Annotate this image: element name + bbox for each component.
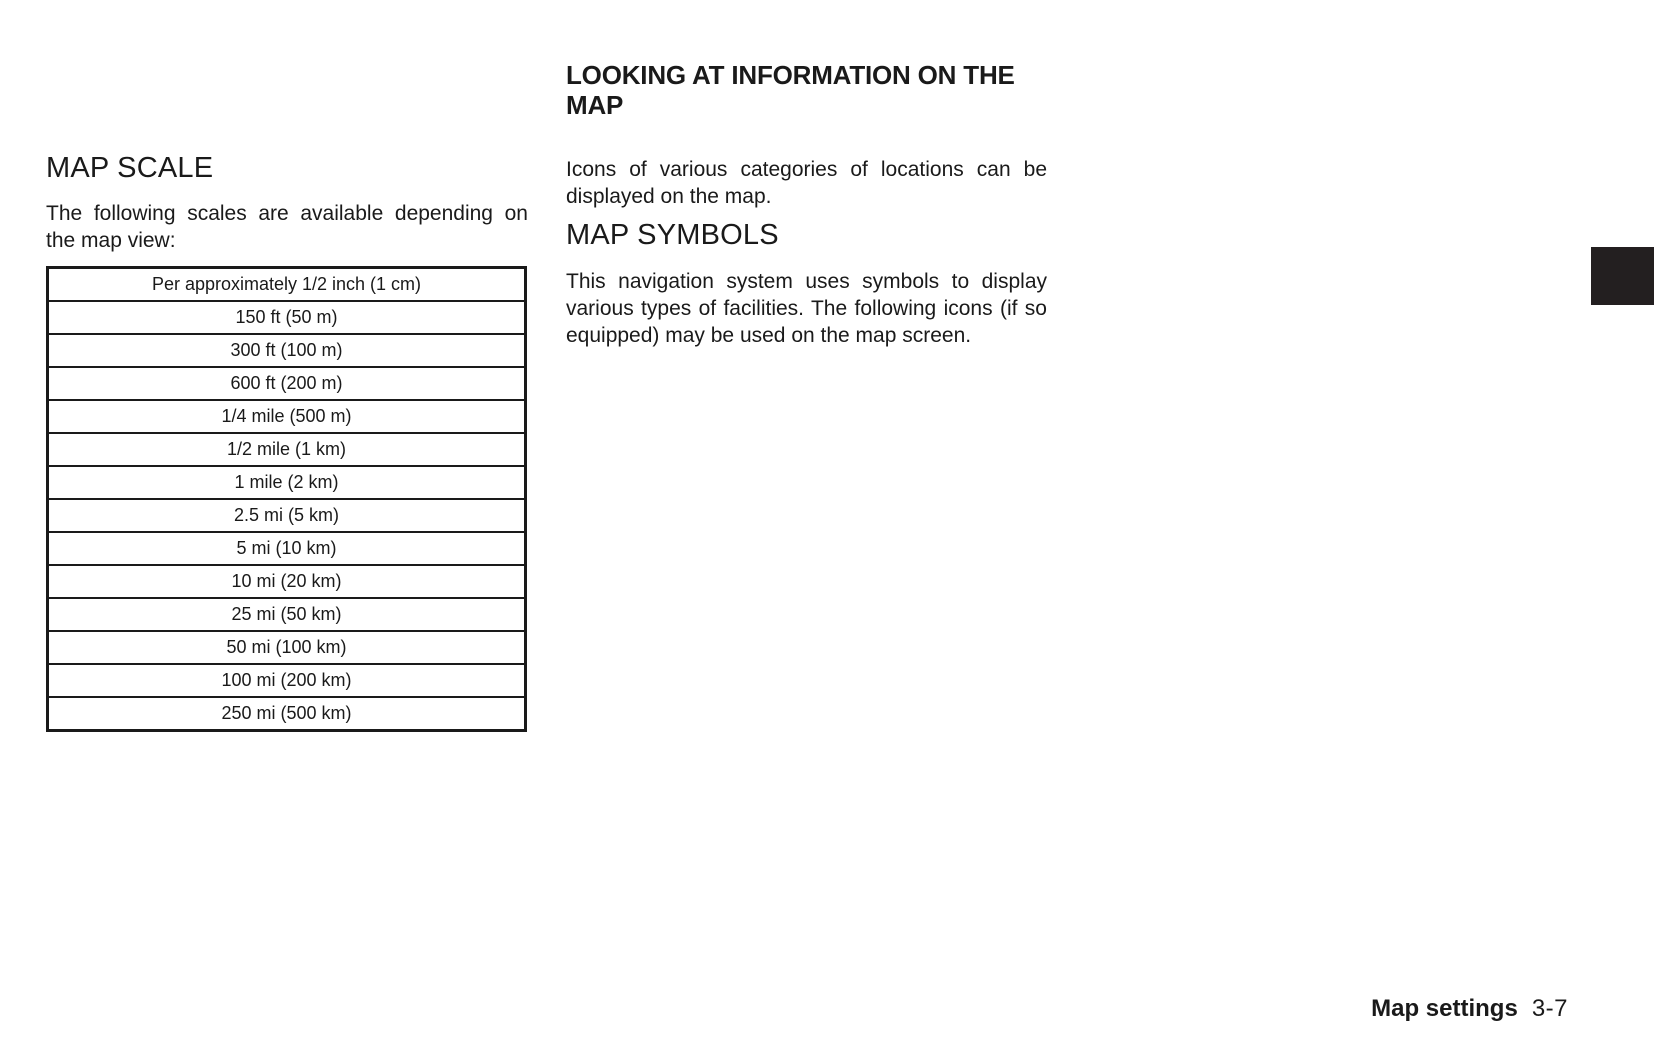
table-row bbox=[48, 400, 526, 433]
table-row bbox=[48, 433, 526, 466]
map-symbols-heading: MAP SYMBOLS bbox=[566, 219, 779, 251]
table-cell: 5 mi (10 km) bbox=[48, 532, 526, 565]
table-row bbox=[48, 631, 526, 664]
table-cell: 25 mi (50 km) bbox=[48, 598, 526, 631]
table-cell: 10 mi (20 km) bbox=[48, 565, 526, 598]
table-cell: 100 mi (200 km) bbox=[48, 664, 526, 697]
table-row bbox=[48, 532, 526, 565]
table-row bbox=[48, 664, 526, 697]
table-row bbox=[48, 334, 526, 367]
table-row bbox=[48, 367, 526, 400]
map-scale-heading: MAP SCALE bbox=[46, 152, 214, 184]
table-row bbox=[48, 598, 526, 631]
table-row bbox=[48, 697, 526, 731]
footer-section-title: Map settings bbox=[1371, 995, 1518, 1022]
table-cell: 300 ft (100 m) bbox=[48, 334, 526, 367]
table-header-row bbox=[48, 268, 526, 302]
table-cell: 1 mile (2 km) bbox=[48, 466, 526, 499]
table-cell: 150 ft (50 m) bbox=[48, 301, 526, 334]
looking-at-information-text: Icons of various categories of locations can be displayed on the map. bbox=[566, 158, 1047, 208]
table-cell: 600 ft (200 m) bbox=[48, 367, 526, 400]
table-header-cell: Per approximately 1/2 inch (1 cm) bbox=[48, 268, 526, 302]
table-cell: 2.5 mi (5 km) bbox=[48, 499, 526, 532]
map-scale-intro-text: The following scales are available depending on the map view: bbox=[46, 202, 528, 252]
chapter-thumb-tab bbox=[1591, 247, 1654, 305]
page-number: 3-7 bbox=[1531, 995, 1568, 1022]
table-cell: 1/2 mile (1 km) bbox=[48, 433, 526, 466]
table-row bbox=[48, 466, 526, 499]
map-scale-table bbox=[46, 266, 527, 732]
looking-at-information-heading: LOOKING AT INFORMATION ON THE MAP bbox=[566, 60, 1015, 120]
table-row bbox=[48, 499, 526, 532]
page-footer bbox=[1371, 995, 1568, 1023]
table-cell: 1/4 mile (500 m) bbox=[48, 400, 526, 433]
table-cell: 50 mi (100 km) bbox=[48, 631, 526, 664]
map-symbols-text: This navigation system uses symbols to display various types of facilities. The following icons (if so equipped) may be used on the map screen. bbox=[566, 270, 1047, 347]
table-row bbox=[48, 565, 526, 598]
table-cell: 250 mi (500 km) bbox=[48, 697, 526, 731]
table-row bbox=[48, 301, 526, 334]
